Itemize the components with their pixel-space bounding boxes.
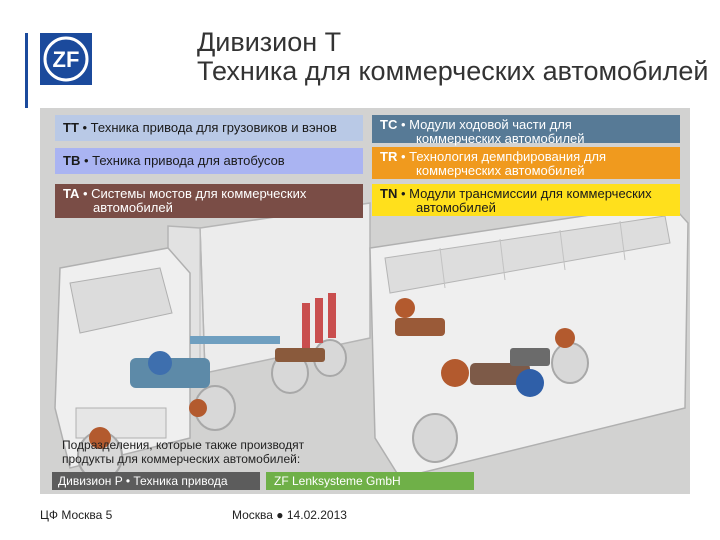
label-tr-text-2: коммерческих автомобилей: [416, 163, 585, 178]
label-tt-text: Техника привода для грузовиков и вэнов: [90, 120, 337, 135]
label-tn-code: TN: [380, 186, 398, 201]
label-tb-text: Техника привода для автобусов: [92, 153, 285, 168]
label-tt-code: TT: [63, 120, 79, 135]
label-tr-code: TR: [380, 149, 398, 164]
label-tn-text-2: автомобилей: [416, 200, 496, 215]
label-ta-text-1: Системы мостов для коммерческих: [91, 186, 307, 201]
label-tt: TT • Техника привода для грузовиков и вэнов: [55, 115, 363, 141]
label-tn: TN • Модули трансмиссии для коммерческих автомобилей: [372, 184, 680, 216]
label-tc-text-2: коммерческих автомобилей: [416, 131, 585, 146]
label-tc-code: TC: [380, 117, 398, 132]
note-line-1: Подразделения, которые также производят: [62, 438, 305, 452]
label-ta: TA • Системы мостов для коммерческих автомобилей: [55, 184, 363, 218]
other-divisions-note: [62, 438, 322, 466]
title-line-1: Дивизион T: [197, 27, 342, 57]
label-tb: TB • Техника привода для автобусов: [55, 148, 363, 174]
label-tc: TC • Модули ходовой части для коммерческих автомобилей: [372, 115, 680, 143]
label-tb-code: TB: [63, 153, 81, 168]
zf-lenksysteme-badge: ZF Lenksysteme GmbH: [266, 472, 474, 490]
footer-left: ЦФ Москва 5: [40, 508, 113, 522]
svg-text:ZF: ZF: [52, 47, 80, 72]
accent-bar: [25, 33, 28, 108]
page-title: [197, 28, 708, 86]
title-line-2: Техника для коммерческих автомобилей: [197, 56, 709, 86]
label-ta-text-2: автомобилей: [93, 200, 173, 215]
label-tc-text-1: Модули ходовой части для: [409, 117, 572, 132]
zf-logo-icon: [40, 33, 92, 85]
division-p-badge: Дивизион P • Техника привода: [52, 472, 260, 490]
label-tn-text-1: Модули трансмиссии для коммерческих: [409, 186, 652, 201]
label-ta-code: TA: [63, 186, 80, 201]
label-tr: TR • Технология демпфирования для коммерческих автомобилей: [372, 147, 680, 179]
note-line-2: продукты для коммерческих автомобилей:: [62, 452, 301, 466]
footer-center: Москва ● 14.02.2013: [232, 508, 347, 522]
label-tr-text-1: Технология демпфирования для: [409, 149, 607, 164]
